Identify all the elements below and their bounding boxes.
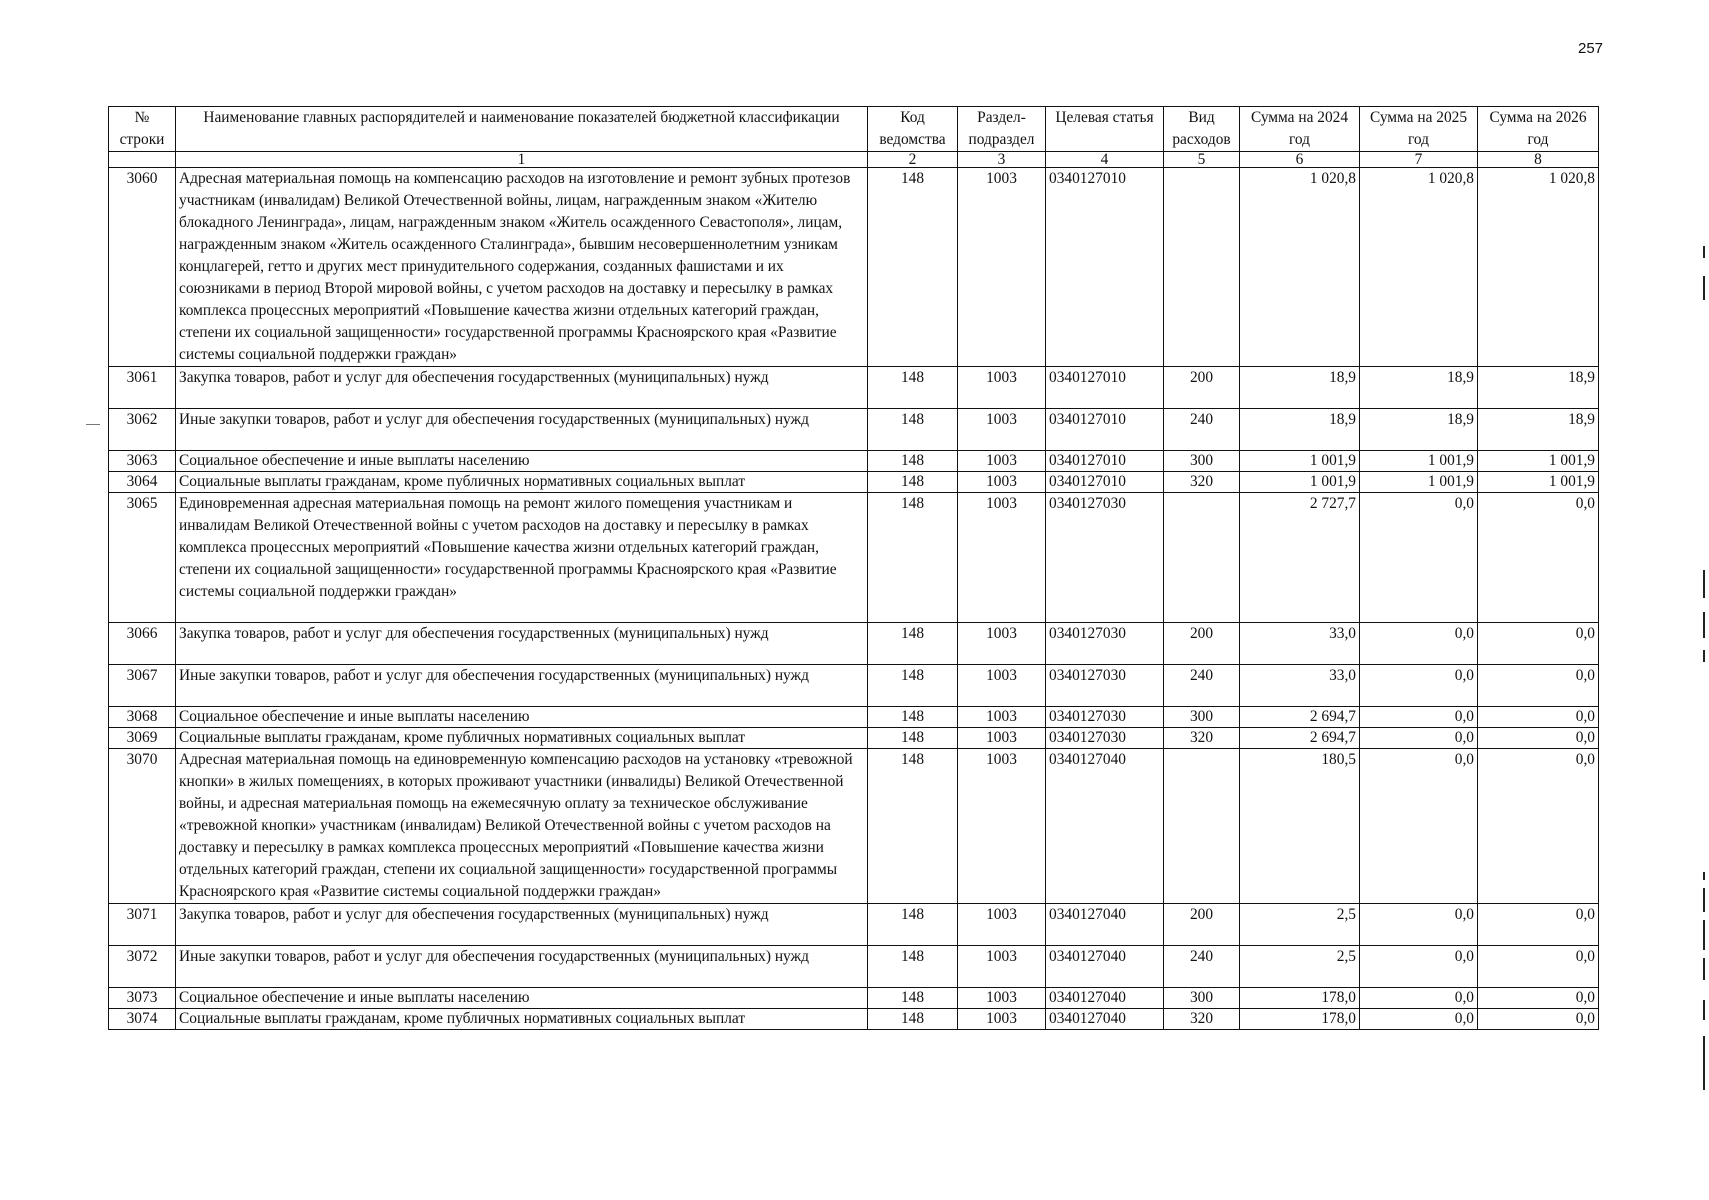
table-header [109, 107, 1599, 168]
row-sum-2025: 0,0 [1360, 1009, 1478, 1030]
row-section: 1003 [958, 472, 1046, 493]
row-expense-type [1164, 168, 1240, 367]
header-sum-2025: Сумма на 2025 год [1360, 107, 1478, 152]
row-dept-code: 148 [868, 409, 958, 451]
row-section: 1003 [958, 665, 1046, 707]
scan-mark [1703, 920, 1705, 950]
table-row [109, 904, 1599, 946]
column-number: 4 [1046, 152, 1164, 168]
row-name: Социальные выплаты гражданам, кроме публичных нормативных социальных выплат [176, 472, 868, 493]
row-section: 1003 [958, 168, 1046, 367]
row-target-article: 0340127040 [1046, 946, 1164, 988]
row-sum-2026: 1 001,9 [1478, 472, 1599, 493]
row-section: 1003 [958, 749, 1046, 904]
row-section: 1003 [958, 451, 1046, 472]
row-target-article: 0340127030 [1046, 665, 1164, 707]
row-sum-2024: 1 001,9 [1240, 451, 1360, 472]
table-row [109, 946, 1599, 988]
scan-mark [1703, 958, 1705, 980]
scan-mark [1703, 650, 1705, 662]
row-sum-2026: 0,0 [1478, 904, 1599, 946]
row-dept-code: 148 [868, 1009, 958, 1030]
row-target-article: 0340127010 [1046, 409, 1164, 451]
row-name: Единовременная адресная материальная помощь на ремонт жилого помещения участникам и инвалидам Великой Отечественной войны с учетом расходов на доставку и пересылку в рамках комплекса процессных мероприятий «Повышение качества жизни отдельных категорий граждан, степени их социальной защищенности» государственной программы Красноярского края «Развитие системы социальной поддержки граждан» [176, 493, 868, 623]
header-sum-2024: Сумма на 2024 год [1240, 107, 1360, 152]
row-sum-2024: 2 694,7 [1240, 728, 1360, 749]
row-number: 3072 [109, 946, 176, 988]
row-dept-code: 148 [868, 623, 958, 665]
scan-mark [1703, 1036, 1705, 1090]
page-number: 257 [1578, 40, 1604, 57]
row-expense-type: 240 [1164, 409, 1240, 451]
row-expense-type: 240 [1164, 665, 1240, 707]
row-target-article: 0340127030 [1046, 728, 1164, 749]
table-row [109, 168, 1599, 367]
row-dept-code: 148 [868, 367, 958, 409]
row-target-article: 0340127040 [1046, 749, 1164, 904]
header-sum-2026: Сумма на 2026 год [1478, 107, 1599, 152]
header-dept-code: Код ведомства [868, 107, 958, 152]
column-number: 2 [868, 152, 958, 168]
row-section: 1003 [958, 728, 1046, 749]
row-target-article: 0340127030 [1046, 707, 1164, 728]
row-name: Социальное обеспечение и иные выплаты населению [176, 451, 868, 472]
row-expense-type: 200 [1164, 904, 1240, 946]
scan-mark [1703, 612, 1705, 638]
row-number: 3062 [109, 409, 176, 451]
row-number: 3066 [109, 623, 176, 665]
row-sum-2025: 0,0 [1360, 665, 1478, 707]
row-number: 3070 [109, 749, 176, 904]
row-target-article: 0340127040 [1046, 904, 1164, 946]
column-number: 1 [176, 152, 868, 168]
table-row [109, 707, 1599, 728]
row-sum-2024: 18,9 [1240, 367, 1360, 409]
row-sum-2026: 0,0 [1478, 749, 1599, 904]
row-dept-code: 148 [868, 728, 958, 749]
row-sum-2024: 1 020,8 [1240, 168, 1360, 367]
row-number: 3071 [109, 904, 176, 946]
row-target-article: 0340127010 [1046, 472, 1164, 493]
scan-mark [1703, 276, 1705, 300]
row-expense-type: 320 [1164, 472, 1240, 493]
row-expense-type: 240 [1164, 946, 1240, 988]
row-target-article: 0340127040 [1046, 1009, 1164, 1030]
row-section: 1003 [958, 623, 1046, 665]
row-section: 1003 [958, 904, 1046, 946]
scan-mark [1703, 872, 1705, 880]
row-name: Иные закупки товаров, работ и услуг для обеспечения государственных (муниципальных) нужд [176, 946, 868, 988]
row-dept-code: 148 [868, 665, 958, 707]
row-sum-2024: 2 694,7 [1240, 707, 1360, 728]
row-number: 3060 [109, 168, 176, 367]
table-row [109, 409, 1599, 451]
row-number: 3063 [109, 451, 176, 472]
header-section: Раздел-подраздел [958, 107, 1046, 152]
row-name: Закупка товаров, работ и услуг для обеспечения государственных (муниципальных) нужд [176, 623, 868, 665]
column-number: 6 [1240, 152, 1360, 168]
row-target-article: 0340127030 [1046, 623, 1164, 665]
scan-mark [1703, 888, 1705, 912]
row-section: 1003 [958, 946, 1046, 988]
row-number: 3068 [109, 707, 176, 728]
row-sum-2024: 1 001,9 [1240, 472, 1360, 493]
row-dept-code: 148 [868, 493, 958, 623]
row-section: 1003 [958, 409, 1046, 451]
row-name: Иные закупки товаров, работ и услуг для обеспечения государственных (муниципальных) нужд [176, 665, 868, 707]
row-number: 3069 [109, 728, 176, 749]
table-row [109, 1009, 1599, 1030]
table-row [109, 665, 1599, 707]
scan-mark [1703, 570, 1705, 598]
row-expense-type: 320 [1164, 1009, 1240, 1030]
column-number: 5 [1164, 152, 1240, 168]
row-name: Социальное обеспечение и иные выплаты населению [176, 707, 868, 728]
row-dept-code: 148 [868, 988, 958, 1009]
header-row-no: № строки [109, 107, 176, 152]
row-expense-type: 200 [1164, 623, 1240, 665]
row-dept-code: 148 [868, 904, 958, 946]
row-sum-2026: 1 001,9 [1478, 451, 1599, 472]
table-row [109, 451, 1599, 472]
row-sum-2025: 0,0 [1360, 946, 1478, 988]
row-name: Адресная материальная помощь на компенсацию расходов на изготовление и ремонт зубных протезов участникам (инвалидам) Великой Отечественной войны, лицам, награжденным знаком «Жителю блокадного Ленинграда», лицам, награжденным знаком «Житель осажденного Севастополя», лицам, награжденным знаком «Житель осажденного Сталинграда», бывшим несовершеннолетним узникам концлагерей, гетто и других мест принудительного содержания, созданных фашистами и их союзниками в период Второй мировой войны, с учетом расходов на доставку и пересылку в рамках комплекса процессных мероприятий «Повышение качества жизни отдельных категорий граждан, степени их социальной защищенности» государственной программы Красноярского края «Развитие системы социальной поддержки граждан» [176, 168, 868, 367]
row-name: Социальные выплаты гражданам, кроме публичных нормативных социальных выплат [176, 1009, 868, 1030]
row-sum-2024: 33,0 [1240, 665, 1360, 707]
row-sum-2025: 18,9 [1360, 409, 1478, 451]
scan-mark [86, 424, 100, 425]
row-dept-code: 148 [868, 707, 958, 728]
row-section: 1003 [958, 493, 1046, 623]
row-target-article: 0340127040 [1046, 988, 1164, 1009]
row-sum-2025: 1 001,9 [1360, 451, 1478, 472]
table-row [109, 623, 1599, 665]
row-target-article: 0340127010 [1046, 451, 1164, 472]
row-sum-2026: 0,0 [1478, 988, 1599, 1009]
table-row [109, 367, 1599, 409]
row-expense-type [1164, 749, 1240, 904]
row-name: Иные закупки товаров, работ и услуг для обеспечения государственных (муниципальных) нужд [176, 409, 868, 451]
row-sum-2025: 0,0 [1360, 988, 1478, 1009]
column-number: 8 [1478, 152, 1599, 168]
row-number: 3065 [109, 493, 176, 623]
row-sum-2024: 2,5 [1240, 946, 1360, 988]
row-sum-2025: 0,0 [1360, 728, 1478, 749]
table-body [109, 168, 1599, 1030]
row-sum-2026: 18,9 [1478, 409, 1599, 451]
header-target-article: Целевая статья [1046, 107, 1164, 152]
row-number: 3064 [109, 472, 176, 493]
row-number: 3074 [109, 1009, 176, 1030]
row-sum-2026: 0,0 [1478, 728, 1599, 749]
table-row [109, 749, 1599, 904]
row-sum-2024: 33,0 [1240, 623, 1360, 665]
header-name: Наименование главных распорядителей и наименование показателей бюджетной классификации [176, 107, 868, 152]
row-sum-2024: 178,0 [1240, 988, 1360, 1009]
row-dept-code: 148 [868, 749, 958, 904]
table-row [109, 728, 1599, 749]
row-expense-type: 300 [1164, 451, 1240, 472]
row-name: Закупка товаров, работ и услуг для обеспечения государственных (муниципальных) нужд [176, 904, 868, 946]
row-sum-2026: 0,0 [1478, 946, 1599, 988]
row-target-article: 0340127030 [1046, 493, 1164, 623]
row-sum-2026: 0,0 [1478, 493, 1599, 623]
row-sum-2025: 18,9 [1360, 367, 1478, 409]
row-expense-type: 320 [1164, 728, 1240, 749]
row-name: Социальное обеспечение и иные выплаты населению [176, 988, 868, 1009]
row-sum-2026: 0,0 [1478, 1009, 1599, 1030]
header-expense-type: Вид расходов [1164, 107, 1240, 152]
row-section: 1003 [958, 367, 1046, 409]
row-name: Закупка товаров, работ и услуг для обеспечения государственных (муниципальных) нужд [176, 367, 868, 409]
budget-table [108, 106, 1599, 1030]
table-row [109, 493, 1599, 623]
row-sum-2025: 0,0 [1360, 707, 1478, 728]
row-sum-2025: 0,0 [1360, 749, 1478, 904]
row-sum-2026: 0,0 [1478, 707, 1599, 728]
row-expense-type: 300 [1164, 988, 1240, 1009]
row-expense-type: 300 [1164, 707, 1240, 728]
row-sum-2025: 1 001,9 [1360, 472, 1478, 493]
row-sum-2024: 18,9 [1240, 409, 1360, 451]
row-sum-2024: 180,5 [1240, 749, 1360, 904]
row-sum-2026: 18,9 [1478, 367, 1599, 409]
row-section: 1003 [958, 988, 1046, 1009]
row-sum-2024: 2 727,7 [1240, 493, 1360, 623]
row-expense-type: 200 [1164, 367, 1240, 409]
table-row [109, 472, 1599, 493]
scan-mark [1703, 246, 1705, 258]
row-section: 1003 [958, 707, 1046, 728]
column-number-empty [109, 152, 176, 168]
row-number: 3073 [109, 988, 176, 1009]
row-number: 3067 [109, 665, 176, 707]
row-name: Адресная материальная помощь на единовременную компенсацию расходов на установку «тревожной кнопки» в жилых помещениях, в которых проживают участники (инвалиды) Великой Отечественной войны, и адресная материальная помощь на ежемесячную оплату за техническое обслуживание «тревожной кнопки» участникам (инвалидам) Великой Отечественной войны с учетом расходов на доставку и пересылку в рамках комплекса процессных мероприятий «Повышение качества жизни отдельных категорий граждан, степени их социальной защищенности» государственной программы Красноярского края «Развитие системы социальной поддержки граждан» [176, 749, 868, 904]
row-sum-2025: 0,0 [1360, 623, 1478, 665]
row-sum-2024: 178,0 [1240, 1009, 1360, 1030]
row-target-article: 0340127010 [1046, 168, 1164, 367]
row-sum-2026: 0,0 [1478, 665, 1599, 707]
row-sum-2025: 0,0 [1360, 904, 1478, 946]
row-number: 3061 [109, 367, 176, 409]
scan-mark [1703, 1000, 1705, 1020]
row-section: 1003 [958, 1009, 1046, 1030]
row-dept-code: 148 [868, 946, 958, 988]
row-sum-2025: 1 020,8 [1360, 168, 1478, 367]
row-dept-code: 148 [868, 451, 958, 472]
row-target-article: 0340127010 [1046, 367, 1164, 409]
column-number: 3 [958, 152, 1046, 168]
row-sum-2025: 0,0 [1360, 493, 1478, 623]
row-sum-2024: 2,5 [1240, 904, 1360, 946]
row-name: Социальные выплаты гражданам, кроме публичных нормативных социальных выплат [176, 728, 868, 749]
column-number: 7 [1360, 152, 1478, 168]
row-sum-2026: 1 020,8 [1478, 168, 1599, 367]
row-dept-code: 148 [868, 168, 958, 367]
column-numbers-row [109, 152, 1599, 168]
table-row [109, 988, 1599, 1009]
row-expense-type [1164, 493, 1240, 623]
row-dept-code: 148 [868, 472, 958, 493]
row-sum-2026: 0,0 [1478, 623, 1599, 665]
